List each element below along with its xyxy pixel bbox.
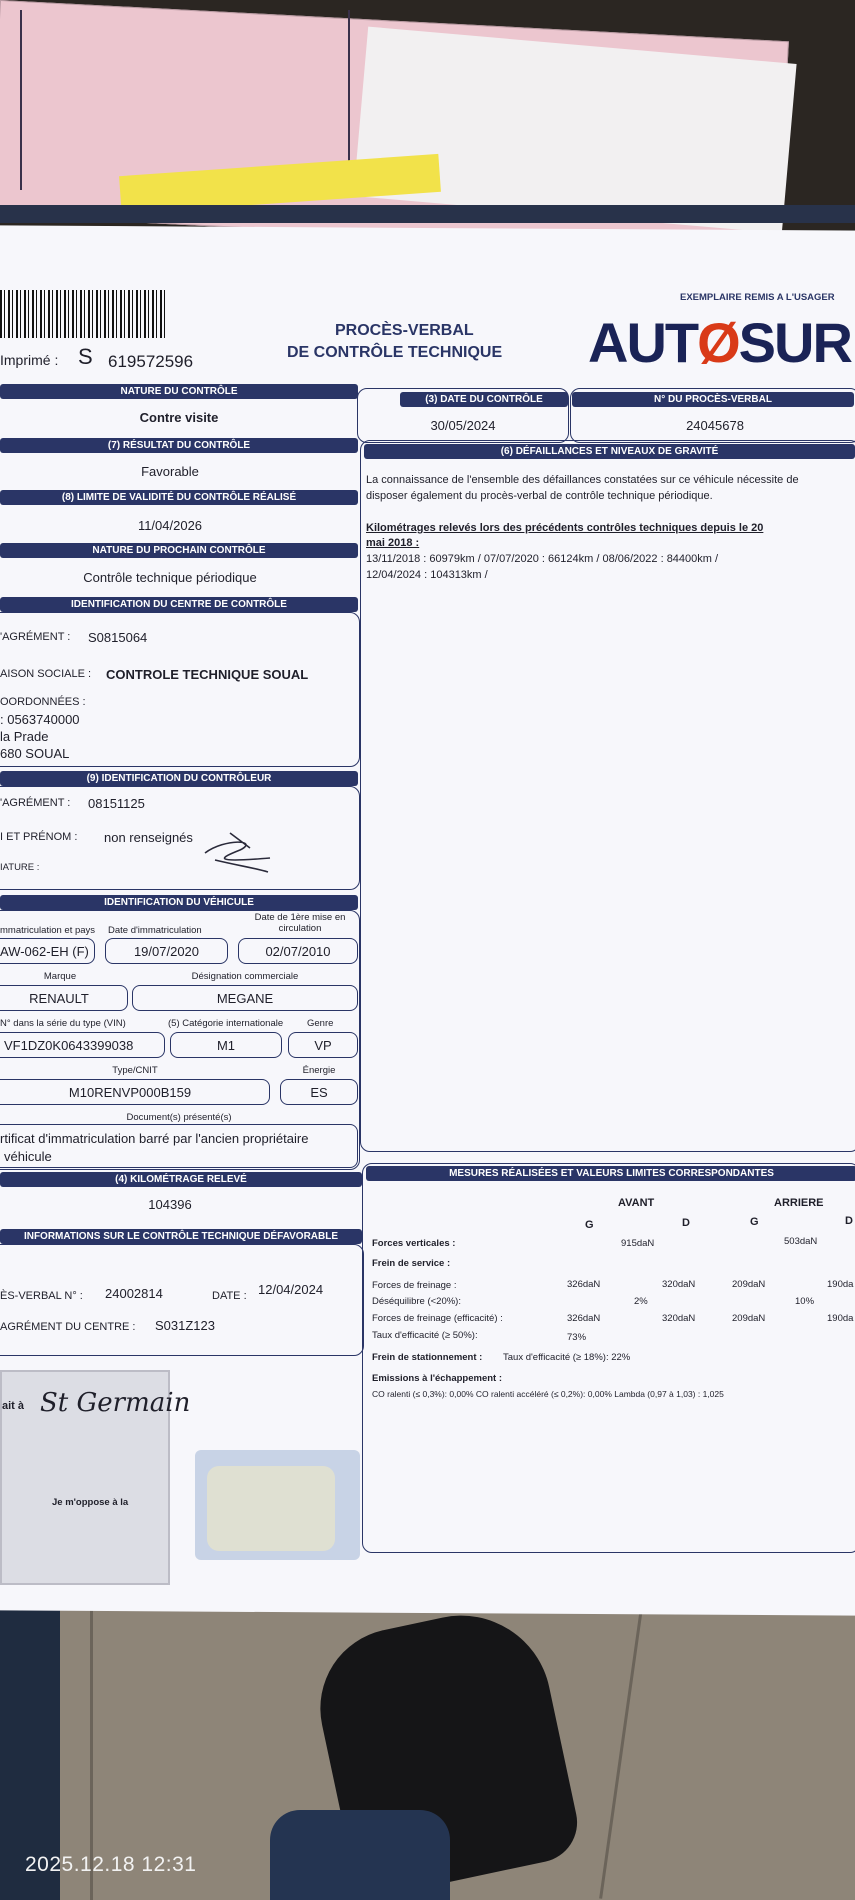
km-history-line1: 13/11/2018 : 60979km / 07/07/2020 : 66124km / 08/06/2022 : 84400km / bbox=[366, 553, 719, 565]
kilometrage-value: 104396 bbox=[148, 1197, 192, 1212]
controleur-name-label: I ET PRÉNOM : bbox=[0, 831, 78, 843]
km-title-line2: mai 2018 : bbox=[366, 537, 420, 549]
taux-value: 73% bbox=[567, 1332, 587, 1343]
printed-prefix: S bbox=[78, 344, 93, 369]
categorie-value: M1 bbox=[216, 1038, 236, 1053]
ff-ard: 190da bbox=[827, 1279, 854, 1290]
energie-value: ES bbox=[310, 1085, 328, 1100]
autosur-logo: AUTØSUR bbox=[588, 311, 851, 374]
section-defavorable: INFORMATIONS SUR LE CONTRÔLE TECHNIQUE DÉFAVORABLE bbox=[0, 1229, 362, 1244]
section-defaillances: (6) DÉFAILLANCES ET NIVEAUX DE GRAVITÉ bbox=[364, 444, 855, 459]
doc-title-line2: DE CONTRÔLE TECHNIQUE bbox=[287, 344, 503, 361]
forces-efficacite-label: Forces de freinage (efficacité) : bbox=[372, 1313, 503, 1324]
defavorable-agrement-label: AGRÉMENT DU CENTRE : bbox=[0, 1321, 136, 1333]
defects-notice-line2: disposer également du procès-verbal de contrôle technique périodique. bbox=[366, 490, 713, 502]
docs-value-line1: rtificat d'immatriculation barré par l'ancien propriétaire bbox=[0, 1131, 309, 1146]
defaillances-card bbox=[360, 440, 855, 1152]
signature-scribble bbox=[200, 828, 275, 878]
signature-label: IATURE : bbox=[0, 862, 40, 873]
section-date-controle: (3) DATE DU CONTRÔLE bbox=[400, 392, 568, 407]
defavorable-pv-value: 24002814 bbox=[105, 1286, 163, 1301]
printed-label: Imprimé : bbox=[0, 352, 59, 368]
raison-label: AISON SOCIALE : bbox=[0, 668, 92, 680]
genre-value: VP bbox=[314, 1038, 332, 1053]
copy-note: EXEMPLAIRE REMIS A L'USAGER bbox=[680, 292, 835, 303]
forces-verticales-label: Forces verticales : bbox=[372, 1238, 456, 1249]
emissions-label: Emissions à l'échappement : bbox=[372, 1373, 503, 1384]
forces-freinage-label: Forces de freinage : bbox=[372, 1280, 457, 1291]
fait-a-label: ait à bbox=[2, 1400, 25, 1412]
raison-value: CONTROLE TECHNIQUE SOUAL bbox=[106, 667, 309, 682]
designation-value: MEGANE bbox=[216, 991, 274, 1006]
fe-ard: 190da bbox=[827, 1313, 854, 1324]
frein-service-label: Frein de service : bbox=[372, 1258, 451, 1269]
centre-agrement-label: 'AGRÉMENT : bbox=[0, 631, 71, 643]
nature-controle-value: Contre visite bbox=[139, 410, 219, 425]
section-centre: IDENTIFICATION DU CENTRE DE CONTRÔLE bbox=[0, 597, 358, 612]
marque-value: RENAULT bbox=[29, 991, 89, 1006]
type-label: Type/CNIT bbox=[112, 1065, 158, 1076]
section-validite: (8) LIMITE DE VALIDITÉ DU CONTRÔLE RÉALISÉ bbox=[0, 490, 358, 505]
pv-card bbox=[570, 388, 855, 443]
section-resultat: (7) RÉSULTAT DU CONTRÔLE bbox=[0, 438, 358, 453]
centre-agrement-value: S0815064 bbox=[88, 630, 148, 645]
genre-label: Genre bbox=[307, 1018, 334, 1029]
section-mesures: MESURES RÉALISÉES ET VALEURS LIMITES CORRESPONDANTES bbox=[366, 1166, 855, 1181]
type-value: M10RENVP000B159 bbox=[68, 1085, 192, 1100]
fe-avd: 320daN bbox=[662, 1313, 696, 1324]
defavorable-agrement-value: S031Z123 bbox=[155, 1318, 215, 1333]
validite-value: 11/04/2026 bbox=[137, 518, 203, 533]
deseq-arriere: 10% bbox=[795, 1296, 815, 1307]
fait-a-handwriting: St Germain bbox=[40, 1388, 191, 1418]
categorie-label: (5) Catégorie internationale bbox=[168, 1018, 284, 1029]
section-vehicule: IDENTIFICATION DU VÉHICULE bbox=[0, 895, 358, 910]
vin-value: VF1DZ0K0643399038 bbox=[4, 1038, 134, 1053]
photo-timestamp: 2025.12.18 12:31 bbox=[25, 1853, 197, 1876]
section-numero-pv: N° DU PROCÈS-VERBAL bbox=[572, 392, 854, 407]
taux-label: Taux d'efficacité (≥ 50%): bbox=[372, 1330, 478, 1341]
designation-label: Désignation commerciale bbox=[191, 971, 299, 982]
coord-street: la Prade bbox=[0, 729, 49, 744]
controleur-agrement-label: 'AGRÉMENT : bbox=[0, 797, 71, 809]
avant-header: AVANT bbox=[618, 1197, 655, 1209]
date-controle-value: 30/05/2024 bbox=[430, 418, 496, 433]
first-circ-label: Date de 1ère mise en circulation bbox=[254, 912, 346, 934]
controleur-name-value: non renseignés bbox=[104, 830, 193, 845]
fe-arg: 209daN bbox=[732, 1313, 766, 1324]
ff-arg: 209daN bbox=[732, 1279, 766, 1290]
date-immat-value: 19/07/2020 bbox=[133, 944, 200, 959]
arriere-d: D bbox=[845, 1215, 853, 1227]
vin-label: N° dans la série du type (VIN) bbox=[0, 1018, 126, 1029]
energie-label: Énergie bbox=[302, 1065, 336, 1076]
ff-avg: 326daN bbox=[567, 1279, 601, 1290]
barcode bbox=[0, 290, 165, 338]
oppose-text: Je m'oppose à la bbox=[52, 1497, 129, 1508]
docs-label: Document(s) présenté(s) bbox=[126, 1112, 232, 1123]
arriere-g: G bbox=[750, 1216, 759, 1228]
envelope-window bbox=[207, 1466, 335, 1551]
prochain-value: Contrôle technique périodique bbox=[83, 570, 257, 585]
first-circ-value: 02/07/2010 bbox=[265, 944, 331, 959]
resultat-value: Favorable bbox=[141, 464, 199, 479]
section-prochain: NATURE DU PROCHAIN CONTRÔLE bbox=[0, 543, 358, 558]
coord-city: 680 SOUAL bbox=[0, 746, 70, 761]
emissions-value: CO ralenti (≤ 0,3%): 0,00% CO ralenti accéléré (≤ 0,2%): 0,00% Lambda (0,97 à 1,03) : 1,025 bbox=[372, 1389, 724, 1399]
deseq-avant: 2% bbox=[634, 1296, 648, 1307]
immat-label: mmatriculation et pays bbox=[0, 925, 96, 936]
km-title-line1: Kilométrages relevés lors des précédents contrôles techniques depuis le 20 bbox=[366, 522, 764, 534]
avant-g: G bbox=[585, 1219, 594, 1231]
km-history-line2: 12/04/2024 : 104313km / bbox=[366, 569, 488, 581]
stationnement-label: Frein de stationnement : bbox=[372, 1352, 483, 1363]
date-immat-label: Date d'immatriculation bbox=[108, 925, 202, 936]
numero-pv-value: 24045678 bbox=[686, 418, 744, 433]
defavorable-date-value: 12/04/2024 bbox=[258, 1282, 324, 1297]
controleur-agrement-value: 08151125 bbox=[88, 796, 145, 811]
desequilibre-label: Déséquilibre (<20%): bbox=[372, 1296, 461, 1307]
section-nature-controle: NATURE DU CONTRÔLE bbox=[0, 384, 358, 399]
marque-label: Marque bbox=[43, 971, 77, 982]
fv-arriere: 503daN bbox=[784, 1236, 818, 1247]
fe-avg: 326daN bbox=[567, 1313, 601, 1324]
doc-title-line1: PROCÈS-VERBAL bbox=[335, 322, 474, 339]
jeans-bottom bbox=[270, 1810, 450, 1900]
defavorable-date-label: DATE : bbox=[212, 1290, 247, 1302]
section-kilometrage: (4) KILOMÉTRAGE RELEVÉ bbox=[0, 1172, 362, 1187]
defects-notice-line1: La connaissance de l'ensemble des défaillances constatées sur ce véhicule nécessite de bbox=[366, 474, 799, 486]
defavorable-pv-label: ÈS-VERBAL N° : bbox=[0, 1290, 83, 1302]
fv-avant: 915daN bbox=[621, 1238, 655, 1249]
immat-value: AW-062-EH (F) bbox=[0, 944, 89, 959]
stationnement-value: Taux d'efficacité (≥ 18%): 22% bbox=[503, 1352, 631, 1363]
coord-phone: : 0563740000 bbox=[0, 712, 80, 727]
blue-folder-edge bbox=[0, 205, 855, 223]
date-card bbox=[357, 388, 569, 443]
arriere-header: ARRIERE bbox=[774, 1197, 824, 1209]
ff-avd: 320daN bbox=[662, 1279, 696, 1290]
coord-label: OORDONNÉES : bbox=[0, 696, 86, 708]
docs-value-line2: véhicule bbox=[4, 1149, 52, 1164]
printed-number: 619572596 bbox=[108, 352, 194, 371]
avant-d: D bbox=[682, 1217, 690, 1229]
section-controleur: (9) IDENTIFICATION DU CONTRÔLEUR bbox=[0, 771, 358, 786]
